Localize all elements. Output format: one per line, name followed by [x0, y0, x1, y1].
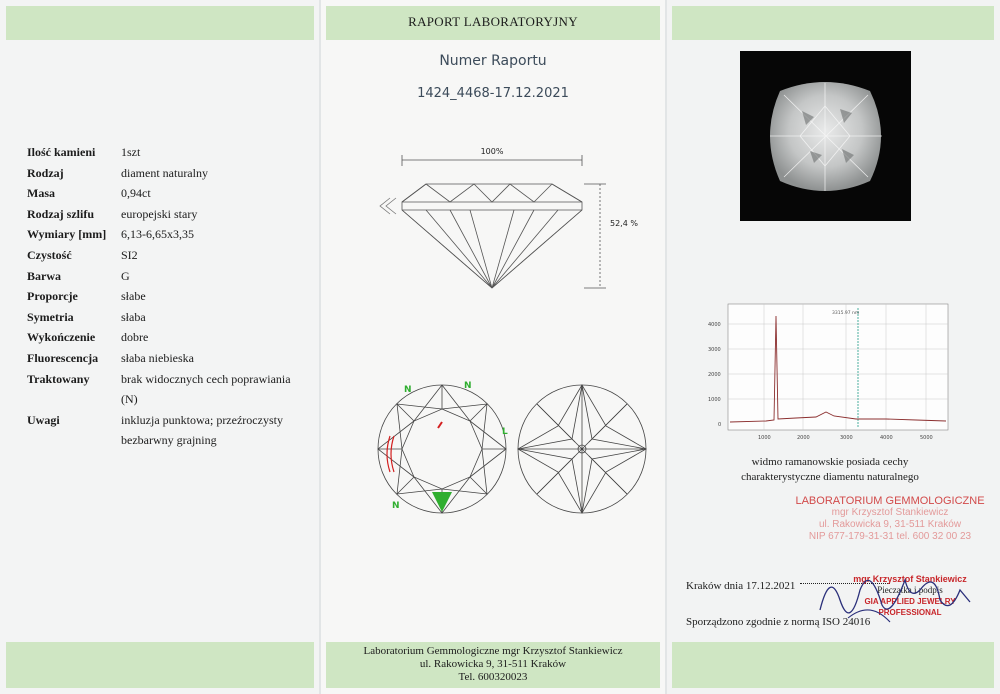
spectrum-caption-line2: charakterystyczne diamentu naturalnego	[741, 471, 919, 483]
attribute-row	[27, 369, 317, 410]
attribute-value-line2: (N)	[121, 392, 138, 407]
y-tick-label: 3000	[708, 347, 721, 353]
stamp-line4: NIP 677-179-31-31 tel. 600 32 00 23	[808, 531, 972, 542]
attribute-row	[27, 286, 317, 307]
attribute-label: Masa	[27, 186, 55, 201]
spectrum-plot-area	[728, 304, 948, 430]
attribute-value: europejski stary	[121, 206, 198, 221]
marker-l-right: L	[502, 427, 508, 437]
report-title: RAPORT LABORATORYJNY	[408, 14, 578, 29]
spectrum-caption-line1: widmo ramanowskie posiada cechy	[751, 456, 909, 468]
attribute-value-line2: bezbarwny grajning	[121, 433, 217, 448]
stamp-caption: Pieczątka i podpis	[877, 585, 943, 595]
attribute-value: diament naturalny	[121, 165, 208, 180]
fold-line-left	[319, 0, 321, 694]
header-band-right	[672, 6, 994, 40]
stamp-line2: mgr Krzysztof Stankiewicz	[831, 507, 949, 518]
attribute-value-line1: brak widocznych cech poprawiania	[121, 371, 291, 386]
clarity-plot	[368, 376, 658, 522]
attribute-value: słaba niebieska	[121, 350, 194, 365]
attribute-row	[27, 245, 317, 266]
pavilion-view-diagram	[518, 385, 646, 513]
attribute-label: Proporcje	[27, 289, 78, 304]
y-tick-label: 0	[718, 422, 722, 428]
attribute-row	[27, 224, 317, 245]
attribute-label: Fluorescencja	[27, 350, 99, 365]
attribute-row	[27, 348, 317, 369]
inclusion-marker-green	[432, 492, 452, 512]
x-tick-label: 2000	[797, 435, 810, 441]
attribute-row	[27, 266, 317, 287]
report-number: 1424_4468-17.12.2021	[417, 86, 569, 101]
footer-band-right	[672, 642, 994, 688]
signer-name: mgr Krzysztof Stankiewicz	[853, 574, 967, 584]
attribute-row	[27, 183, 317, 204]
x-tick-label: 4000	[880, 435, 893, 441]
attribute-row	[27, 410, 317, 451]
attribute-label: Wykończenie	[27, 330, 96, 345]
attribute-label: Rodzaj	[27, 165, 64, 180]
y-tick-label: 2000	[708, 372, 721, 378]
attribute-label: Rodzaj szlifu	[27, 206, 94, 221]
attribute-label: Barwa	[27, 268, 61, 283]
attribute-label: Wymiary [mm]	[27, 227, 107, 242]
credential-label: GIA APPLIED JEWELRY PROFESSIONAL	[864, 597, 956, 617]
attribute-value	[121, 410, 315, 451]
attribute-value-line1: inkluzja punktowa; przeźroczysty	[121, 412, 283, 427]
attribute-value: SI2	[121, 247, 138, 262]
attribute-value	[121, 369, 315, 410]
laboratory-stamp	[790, 495, 990, 543]
attribute-row	[27, 327, 317, 348]
report-number-label: Numer Raportu	[439, 53, 547, 69]
raman-spectrum-chart	[706, 298, 950, 444]
inclusion-point-marker	[438, 422, 442, 428]
header-band-left	[6, 6, 314, 40]
footer-line3: Tel. 600320023	[458, 671, 528, 683]
attribute-value: 6,13-6,65x3,35	[121, 227, 194, 242]
diamond-profile-diagram	[370, 140, 650, 300]
x-tick-label: 3000	[840, 435, 853, 441]
footer-line2: ul. Rakowicka 9, 31-511 Kraków	[419, 658, 567, 670]
y-tick-label: 4000	[708, 322, 721, 328]
depth-percent-label: 52,4 %	[610, 219, 638, 228]
attribute-row	[27, 307, 317, 328]
attribute-value: 1szt	[121, 145, 141, 159]
place-date: Kraków dnia 17.12.2021	[686, 580, 796, 592]
diamond-outline	[402, 184, 582, 288]
marker-n-top-left: N	[404, 385, 412, 395]
inclusion-marker-red	[387, 436, 394, 472]
attribute-value: słabe	[121, 289, 146, 304]
center-panel	[320, 0, 666, 694]
diamond-photo	[740, 51, 911, 221]
attributes-table	[27, 142, 317, 451]
fold-line-right	[665, 0, 667, 694]
footer-line1: Laboratorium Gemmologiczne mgr Krzysztof Stankiewicz	[363, 645, 623, 657]
attribute-label: Uwagi	[27, 412, 60, 427]
attribute-value: G	[121, 268, 130, 283]
peak-label: 3315.97 nm	[832, 311, 860, 316]
diamond-photo-illustration	[740, 51, 911, 221]
marker-n-bottom-left: N	[392, 501, 400, 511]
x-tick-label: 1000	[758, 435, 771, 441]
stamp-line3: ul. Rakowicka 9, 31-511 Kraków	[818, 519, 962, 530]
width-percent-label: 100%	[480, 147, 504, 156]
attribute-label: Traktowany	[27, 371, 90, 386]
y-tick-label: 1000	[708, 397, 721, 403]
attribute-value: słaba	[121, 309, 146, 324]
attribute-row	[27, 163, 317, 184]
marker-n-top-right: N	[464, 381, 472, 391]
attribute-label: Czystość	[27, 247, 72, 262]
attribute-row	[27, 204, 317, 225]
spectrum-caption	[690, 455, 970, 485]
x-tick-label: 5000	[920, 435, 933, 441]
attribute-label: Symetria	[27, 309, 74, 324]
footer-band-left	[6, 642, 314, 688]
attribute-value: dobre	[121, 330, 149, 345]
attribute-label: Ilość kamieni	[27, 145, 96, 159]
footer-address	[326, 645, 660, 684]
attribute-value: 0,94ct	[121, 186, 151, 201]
iso-note: Sporządzono zgodnie z normą ISO 24016	[686, 616, 871, 628]
attribute-row	[27, 142, 317, 163]
stamp-line1: LABORATORIUM GEMMOLOGICZNE	[795, 495, 985, 507]
